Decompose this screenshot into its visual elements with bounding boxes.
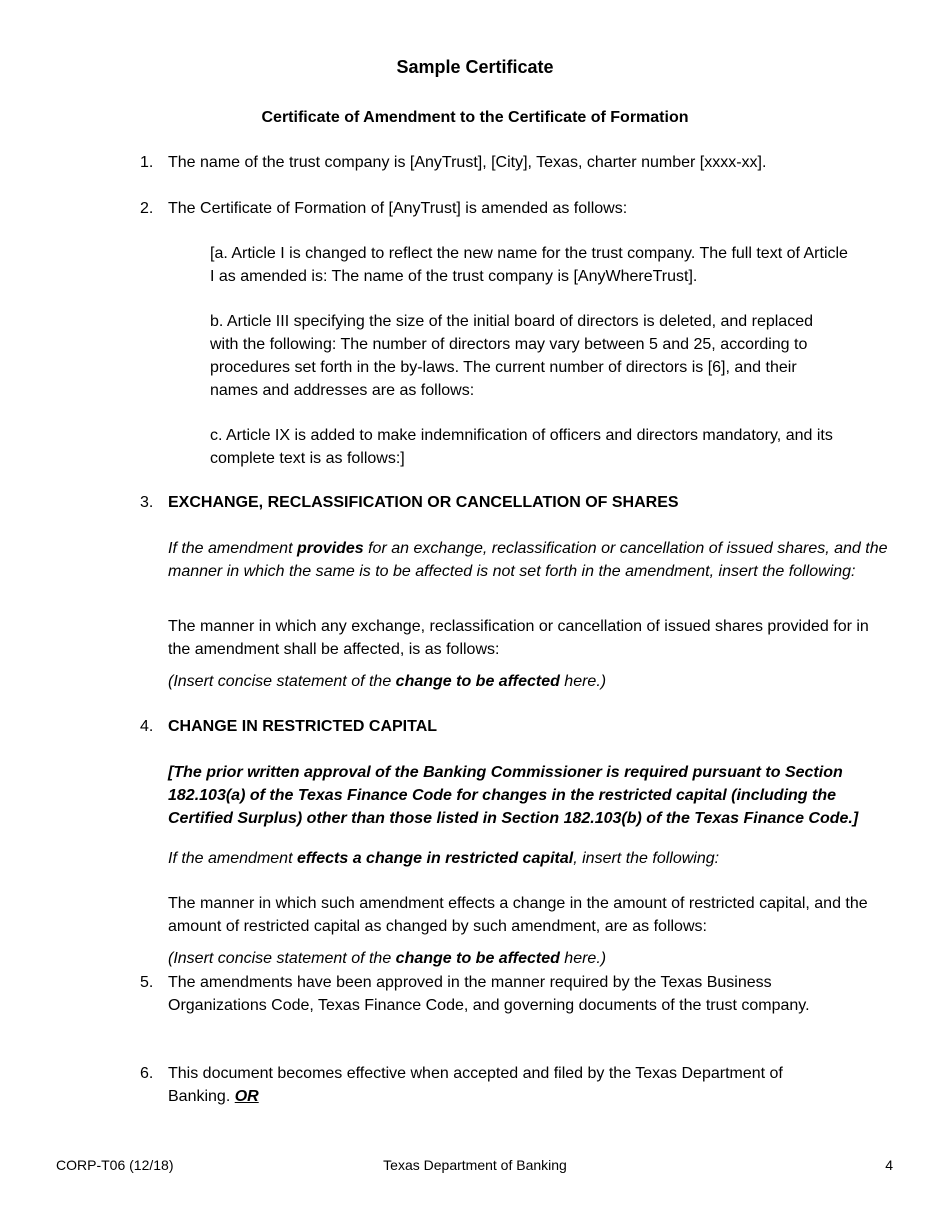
item-2-number: 2. xyxy=(140,200,154,217)
item-3-body: The manner in which any exchange, reclassification or cancellation of issued shares provided for in the amendment shall be affected, is as follows: xyxy=(168,618,869,658)
item-4-number: 4. xyxy=(140,718,154,735)
item-5-text: The amendments have been approved in the manner required by the Texas Business Organizations Code, Texas Finance Code, and governing documents of the trust company. xyxy=(168,974,810,1014)
item-2-subitem-b: b. Article III specifying the size of the initial board of directors is deleted, and replaced with the following: The number of directors may vary between 5 and 25, according to procedures set forth in the by-laws. The current number of directors is [6], and their names and addresses are as follows: xyxy=(210,313,813,399)
item-6-text-body: This document becomes effective when accepted and filed by the Texas Department of Banking. xyxy=(168,1065,783,1105)
item-2-text: The Certificate of Formation of [AnyTrust] is amended as follows: xyxy=(168,200,628,217)
item-6-text xyxy=(168,1062,848,1108)
item-4-insert-statement xyxy=(168,947,908,970)
item-3-instruction-bold: provides xyxy=(296,540,364,557)
item-3-insert-post: here.) xyxy=(559,673,607,690)
item-1-text: The name of the trust company is [AnyTrust], [City], Texas, charter number [xxxx-xx]. xyxy=(168,154,767,171)
item-6-number: 6. xyxy=(140,1065,154,1082)
item-4-instruction-bold: effects a change in restricted capital xyxy=(296,850,574,867)
footer-form-id: CORP-T06 (12/18) xyxy=(56,1157,174,1173)
item-2-subitem-a: [a. Article I is changed to reflect the new name for the trust company. The full text of Article I as amended is: The name of the trust company is [AnyWhereTrust]. xyxy=(210,245,848,285)
item-6-or-label: OR xyxy=(234,1088,259,1105)
item-4-insert-post: here.) xyxy=(559,950,607,967)
item-4-insert-bold: change to be affected xyxy=(395,950,560,967)
item-3-number: 3. xyxy=(140,494,154,511)
item-3-heading: EXCHANGE, RECLASSIFICATION OR CANCELLATION OF SHARES xyxy=(168,494,679,511)
item-3-insert-statement xyxy=(168,670,908,693)
item-3-instruction-pre: If the amendment xyxy=(168,540,297,557)
item-4-instruction-post: , insert the following: xyxy=(573,850,720,867)
item-4-instruction xyxy=(168,847,908,870)
item-4-insert-pre: (Insert concise statement of the xyxy=(168,950,396,967)
document-title: Sample Certificate xyxy=(396,57,554,77)
document-subtitle: Certificate of Amendment to the Certificate of Formation xyxy=(261,109,689,126)
item-4-approval-note: [The prior written approval of the Banking Commissioner is required pursuant to Section 182.103(a) of the Texas Finance Code for changes in the restricted capital (including the Certified Surplus) other than those listed in Section 182.103(b) of the Texas Finance Code.] xyxy=(168,764,859,827)
item-3-instruction xyxy=(168,537,898,583)
item-5-number: 5. xyxy=(140,974,154,991)
footer-agency: Texas Department of Banking xyxy=(383,1157,567,1173)
item-3-insert-pre: (Insert concise statement of the xyxy=(168,673,396,690)
item-4-body: The manner in which such amendment effects a change in the amount of restricted capital, and the amount of restricted capital as changed by such amendment, are as follows: xyxy=(168,895,868,935)
item-4-heading: CHANGE IN RESTRICTED CAPITAL xyxy=(168,718,438,735)
item-4-instruction-pre: If the amendment xyxy=(168,850,297,867)
item-3-insert-bold: change to be affected xyxy=(395,673,560,690)
item-3-instruction-post: for an exchange, reclassification or cancellation of issued shares, and the manner in which the same is to be affected is not set forth in the amendment, insert the following: xyxy=(168,540,888,580)
item-2-subitem-c: c. Article IX is added to make indemnification of officers and directors mandatory, and its complete text is as follows:] xyxy=(210,427,833,467)
footer-page-number: 4 xyxy=(885,1157,893,1173)
item-1-number: 1. xyxy=(140,154,154,171)
